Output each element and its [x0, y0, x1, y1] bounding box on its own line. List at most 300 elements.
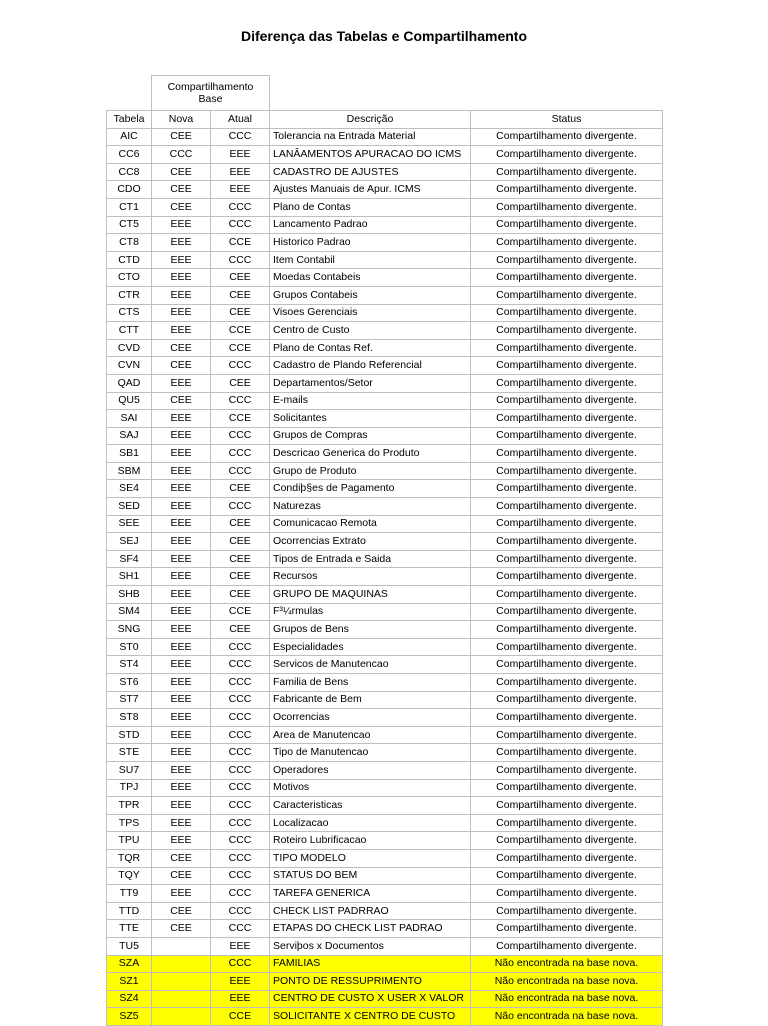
- cell-descricao: Grupos de Compras: [270, 427, 471, 445]
- cell-descricao: Fabricante de Bem: [270, 691, 471, 709]
- header-tabela: Tabela: [107, 111, 152, 129]
- cell-tabela: SAI: [107, 410, 152, 428]
- cell-atual: CCC: [211, 797, 270, 815]
- cell-atual: CCC: [211, 744, 270, 762]
- cell-descricao: CADASTRO DE AJUSTES: [270, 163, 471, 181]
- cell-status: Compartilhamento divergente.: [471, 533, 663, 551]
- header-atual: Atual: [211, 111, 270, 129]
- cell-tabela: SZ4: [107, 990, 152, 1008]
- table-row: [107, 832, 663, 850]
- table-row: [107, 973, 663, 991]
- table-row: [107, 533, 663, 551]
- cell-atual: CEE: [211, 533, 270, 551]
- header-row: [107, 111, 663, 129]
- table-row: [107, 304, 663, 322]
- cell-descricao: SOLICITANTE X CENTRO DE CUSTO: [270, 1008, 471, 1026]
- cell-nova: EEE: [152, 656, 211, 674]
- cell-tabela: SEJ: [107, 533, 152, 551]
- table-row: [107, 867, 663, 885]
- cell-atual: CEE: [211, 304, 270, 322]
- cell-nova: EEE: [152, 779, 211, 797]
- cell-nova: CCC: [152, 146, 211, 164]
- cell-descricao: Ajustes Manuais de Apur. ICMS: [270, 181, 471, 199]
- table-row: [107, 674, 663, 692]
- cell-tabela: CVN: [107, 357, 152, 375]
- table-row: [107, 586, 663, 604]
- cell-descricao: Historico Padrao: [270, 234, 471, 252]
- cell-atual: CCC: [211, 726, 270, 744]
- table-row: [107, 1008, 663, 1026]
- cell-status: Compartilhamento divergente.: [471, 304, 663, 322]
- cell-status: Compartilhamento divergente.: [471, 480, 663, 498]
- cell-status: Compartilhamento divergente.: [471, 234, 663, 252]
- cell-status: Compartilhamento divergente.: [471, 198, 663, 216]
- blank-cell: [107, 76, 152, 111]
- table-row: [107, 410, 663, 428]
- cell-nova: CEE: [152, 128, 211, 146]
- cell-nova: [152, 937, 211, 955]
- cell-descricao: Grupos de Bens: [270, 621, 471, 639]
- cell-atual: CCC: [211, 867, 270, 885]
- cell-atual: EEE: [211, 937, 270, 955]
- cell-descricao: STATUS DO BEM: [270, 867, 471, 885]
- cell-tabela: CTT: [107, 322, 152, 340]
- cell-descricao: Tolerancia na Entrada Material: [270, 128, 471, 146]
- table-row: [107, 937, 663, 955]
- cell-atual: CCC: [211, 427, 270, 445]
- cell-atual: EEE: [211, 163, 270, 181]
- cell-tabela: SF4: [107, 550, 152, 568]
- cell-atual: CEE: [211, 286, 270, 304]
- cell-status: Compartilhamento divergente.: [471, 550, 663, 568]
- cell-atual: CCC: [211, 832, 270, 850]
- cell-tabela: STD: [107, 726, 152, 744]
- table-row: [107, 322, 663, 340]
- cell-nova: CEE: [152, 339, 211, 357]
- cell-nova: CEE: [152, 849, 211, 867]
- cell-nova: [152, 955, 211, 973]
- cell-descricao: TIPO MODELO: [270, 849, 471, 867]
- cell-tabela: TU5: [107, 937, 152, 955]
- cell-status: Compartilhamento divergente.: [471, 216, 663, 234]
- cell-atual: CEE: [211, 550, 270, 568]
- cell-descricao: TAREFA GENERICA: [270, 885, 471, 903]
- cell-status: Compartilhamento divergente.: [471, 603, 663, 621]
- table-row: [107, 568, 663, 586]
- cell-tabela: SBM: [107, 462, 152, 480]
- cell-atual: CEE: [211, 480, 270, 498]
- cell-nova: CEE: [152, 867, 211, 885]
- cell-descricao: Especialidades: [270, 638, 471, 656]
- cell-nova: EEE: [152, 269, 211, 287]
- cell-atual: CCC: [211, 638, 270, 656]
- cell-tabela: CTR: [107, 286, 152, 304]
- cell-status: Compartilhamento divergente.: [471, 937, 663, 955]
- cell-descricao: Area de Manutencao: [270, 726, 471, 744]
- cell-descricao: F³¼rmulas: [270, 603, 471, 621]
- cell-descricao: Tipos de Entrada e Saida: [270, 550, 471, 568]
- cell-atual: CCE: [211, 339, 270, 357]
- table-row: [107, 779, 663, 797]
- cell-nova: EEE: [152, 304, 211, 322]
- cell-nova: EEE: [152, 480, 211, 498]
- table-row: [107, 902, 663, 920]
- cell-status: Compartilhamento divergente.: [471, 744, 663, 762]
- cell-nova: EEE: [152, 674, 211, 692]
- cell-tabela: SZ5: [107, 1008, 152, 1026]
- cell-nova: EEE: [152, 744, 211, 762]
- cell-atual: CCC: [211, 955, 270, 973]
- table-row: [107, 550, 663, 568]
- cell-tabela: QU5: [107, 392, 152, 410]
- cell-atual: CCC: [211, 357, 270, 375]
- cell-status: Compartilhamento divergente.: [471, 322, 663, 340]
- cell-tabela: CTD: [107, 251, 152, 269]
- cell-atual: CCC: [211, 885, 270, 903]
- cell-descricao: Moedas Contabeis: [270, 269, 471, 287]
- cell-atual: CEE: [211, 515, 270, 533]
- cell-tabela: CC6: [107, 146, 152, 164]
- cell-descricao: Plano de Contas Ref.: [270, 339, 471, 357]
- cell-nova: EEE: [152, 515, 211, 533]
- cell-tabela: CT1: [107, 198, 152, 216]
- cell-tabela: SH1: [107, 568, 152, 586]
- cell-status: Compartilhamento divergente.: [471, 374, 663, 392]
- cell-status: Compartilhamento divergente.: [471, 832, 663, 850]
- cell-status: Compartilhamento divergente.: [471, 498, 663, 516]
- cell-nova: EEE: [152, 445, 211, 463]
- cell-descricao: Serviþos x Documentos: [270, 937, 471, 955]
- cell-tabela: ST8: [107, 709, 152, 727]
- cell-status: Compartilhamento divergente.: [471, 146, 663, 164]
- header-descricao: Descrição: [270, 111, 471, 129]
- cell-status: Compartilhamento divergente.: [471, 181, 663, 199]
- cell-status: Compartilhamento divergente.: [471, 515, 663, 533]
- group-header-row: [107, 76, 663, 111]
- cell-nova: EEE: [152, 603, 211, 621]
- cell-descricao: Roteiro Lubrificacao: [270, 832, 471, 850]
- cell-descricao: Descricao Generica do Produto: [270, 445, 471, 463]
- table-row: [107, 691, 663, 709]
- cell-tabela: SED: [107, 498, 152, 516]
- cell-tabela: CT8: [107, 234, 152, 252]
- cell-nova: EEE: [152, 726, 211, 744]
- cell-tabela: SZA: [107, 955, 152, 973]
- cell-status: Compartilhamento divergente.: [471, 920, 663, 938]
- cell-descricao: ETAPAS DO CHECK LIST PADRAO: [270, 920, 471, 938]
- cell-status: Compartilhamento divergente.: [471, 885, 663, 903]
- cell-status: Compartilhamento divergente.: [471, 761, 663, 779]
- cell-status: Compartilhamento divergente.: [471, 849, 663, 867]
- cell-nova: [152, 1008, 211, 1026]
- cell-atual: CEE: [211, 269, 270, 287]
- cell-atual: CEE: [211, 568, 270, 586]
- table-row: [107, 920, 663, 938]
- cell-descricao: Servicos de Manutencao: [270, 656, 471, 674]
- cell-status: Compartilhamento divergente.: [471, 726, 663, 744]
- cell-descricao: PONTO DE RESSUPRIMENTO: [270, 973, 471, 991]
- cell-nova: CEE: [152, 392, 211, 410]
- cell-atual: CCE: [211, 322, 270, 340]
- cell-descricao: CHECK LIST PADRRAO: [270, 902, 471, 920]
- cell-nova: EEE: [152, 427, 211, 445]
- cell-status: Compartilhamento divergente.: [471, 814, 663, 832]
- cell-atual: CCE: [211, 603, 270, 621]
- cell-atual: CCC: [211, 674, 270, 692]
- cell-tabela: AIC: [107, 128, 152, 146]
- cell-atual: CCC: [211, 779, 270, 797]
- cell-status: Não encontrada na base nova.: [471, 955, 663, 973]
- cell-nova: EEE: [152, 322, 211, 340]
- cell-nova: EEE: [152, 568, 211, 586]
- table-row: [107, 427, 663, 445]
- cell-atual: CCC: [211, 462, 270, 480]
- cell-status: Compartilhamento divergente.: [471, 269, 663, 287]
- cell-atual: EEE: [211, 181, 270, 199]
- cell-status: Compartilhamento divergente.: [471, 656, 663, 674]
- cell-tabela: TPR: [107, 797, 152, 815]
- cell-nova: EEE: [152, 533, 211, 551]
- cell-descricao: CENTRO DE CUSTO X USER X VALOR: [270, 990, 471, 1008]
- cell-nova: EEE: [152, 251, 211, 269]
- cell-status: Compartilhamento divergente.: [471, 691, 663, 709]
- cell-tabela: ST4: [107, 656, 152, 674]
- cell-descricao: Operadores: [270, 761, 471, 779]
- cell-status: Compartilhamento divergente.: [471, 427, 663, 445]
- cell-atual: CCC: [211, 849, 270, 867]
- cell-descricao: Caracteristicas: [270, 797, 471, 815]
- cell-nova: EEE: [152, 498, 211, 516]
- group-header-compartilhamento-base: Compartilhamento Base: [152, 76, 270, 111]
- cell-tabela: TPU: [107, 832, 152, 850]
- table-row: [107, 286, 663, 304]
- cell-tabela: SAJ: [107, 427, 152, 445]
- cell-atual: CCC: [211, 128, 270, 146]
- cell-descricao: GRUPO DE MAQUINAS: [270, 586, 471, 604]
- cell-tabela: TT9: [107, 885, 152, 903]
- cell-atual: CCC: [211, 691, 270, 709]
- cell-tabela: SNG: [107, 621, 152, 639]
- table-row: [107, 656, 663, 674]
- cell-tabela: CTO: [107, 269, 152, 287]
- cell-status: Compartilhamento divergente.: [471, 779, 663, 797]
- cell-tabela: ST0: [107, 638, 152, 656]
- cell-tabela: TPJ: [107, 779, 152, 797]
- table-row: [107, 357, 663, 375]
- cell-tabela: SEE: [107, 515, 152, 533]
- cell-nova: EEE: [152, 586, 211, 604]
- cell-tabela: SM4: [107, 603, 152, 621]
- cell-descricao: Grupo de Produto: [270, 462, 471, 480]
- table-row: [107, 462, 663, 480]
- cell-nova: EEE: [152, 462, 211, 480]
- table-row: [107, 885, 663, 903]
- cell-tabela: SHB: [107, 586, 152, 604]
- cell-nova: EEE: [152, 286, 211, 304]
- header-status: Status: [471, 111, 663, 129]
- cell-status: Compartilhamento divergente.: [471, 462, 663, 480]
- cell-descricao: Plano de Contas: [270, 198, 471, 216]
- cell-descricao: Lancamento Padrao: [270, 216, 471, 234]
- table-row: [107, 744, 663, 762]
- table-row: [107, 726, 663, 744]
- table-row: [107, 709, 663, 727]
- cell-descricao: Solicitantes: [270, 410, 471, 428]
- cell-atual: CCE: [211, 234, 270, 252]
- page-title: Diferença das Tabelas e Compartilhamento: [240, 28, 528, 44]
- table-row: [107, 374, 663, 392]
- cell-descricao: Familia de Bens: [270, 674, 471, 692]
- cell-tabela: QAD: [107, 374, 152, 392]
- table-row: [107, 498, 663, 516]
- cell-atual: CCC: [211, 709, 270, 727]
- cell-status: Compartilhamento divergente.: [471, 339, 663, 357]
- cell-atual: EEE: [211, 990, 270, 1008]
- table-row: [107, 814, 663, 832]
- cell-nova: EEE: [152, 761, 211, 779]
- cell-descricao: Grupos Contabeis: [270, 286, 471, 304]
- cell-status: Não encontrada na base nova.: [471, 990, 663, 1008]
- cell-atual: CCC: [211, 498, 270, 516]
- cell-tabela: SB1: [107, 445, 152, 463]
- cell-nova: EEE: [152, 885, 211, 903]
- cell-nova: CEE: [152, 198, 211, 216]
- cell-nova: EEE: [152, 832, 211, 850]
- table-row: [107, 515, 663, 533]
- cell-status: Compartilhamento divergente.: [471, 251, 663, 269]
- cell-status: Compartilhamento divergente.: [471, 586, 663, 604]
- cell-status: Não encontrada na base nova.: [471, 973, 663, 991]
- table-row: [107, 181, 663, 199]
- sharing-table: [106, 75, 663, 1026]
- cell-descricao: Item Contabil: [270, 251, 471, 269]
- cell-tabela: ST7: [107, 691, 152, 709]
- cell-tabela: SE4: [107, 480, 152, 498]
- cell-nova: EEE: [152, 797, 211, 815]
- cell-atual: CCC: [211, 656, 270, 674]
- cell-tabela: CTS: [107, 304, 152, 322]
- cell-descricao: Comunicacao Remota: [270, 515, 471, 533]
- cell-atual: CCC: [211, 198, 270, 216]
- cell-atual: CCC: [211, 445, 270, 463]
- cell-status: Compartilhamento divergente.: [471, 902, 663, 920]
- cell-nova: EEE: [152, 216, 211, 234]
- cell-nova: EEE: [152, 814, 211, 832]
- cell-atual: CCC: [211, 814, 270, 832]
- table-row: [107, 198, 663, 216]
- cell-atual: EEE: [211, 146, 270, 164]
- table-row: [107, 269, 663, 287]
- cell-atual: CCE: [211, 1008, 270, 1026]
- table-row: [107, 339, 663, 357]
- cell-tabela: CVD: [107, 339, 152, 357]
- table-row: [107, 761, 663, 779]
- cell-descricao: Localizacao: [270, 814, 471, 832]
- cell-nova: EEE: [152, 638, 211, 656]
- table-row: [107, 480, 663, 498]
- cell-descricao: Departamentos/Setor: [270, 374, 471, 392]
- table-row: [107, 146, 663, 164]
- cell-status: Compartilhamento divergente.: [471, 286, 663, 304]
- cell-tabela: SZ1: [107, 973, 152, 991]
- table-row: [107, 638, 663, 656]
- cell-status: Compartilhamento divergente.: [471, 867, 663, 885]
- cell-status: Não encontrada na base nova.: [471, 1008, 663, 1026]
- cell-nova: EEE: [152, 550, 211, 568]
- cell-atual: CEE: [211, 621, 270, 639]
- cell-atual: CCC: [211, 392, 270, 410]
- cell-atual: CCC: [211, 920, 270, 938]
- cell-descricao: LANÂAMENTOS APURACAO DO ICMS: [270, 146, 471, 164]
- cell-status: Compartilhamento divergente.: [471, 797, 663, 815]
- cell-descricao: Cadastro de Plando Referencial: [270, 357, 471, 375]
- table-row: [107, 603, 663, 621]
- cell-atual: CEE: [211, 586, 270, 604]
- cell-status: Compartilhamento divergente.: [471, 638, 663, 656]
- cell-descricao: Centro de Custo: [270, 322, 471, 340]
- cell-descricao: Motivos: [270, 779, 471, 797]
- cell-status: Compartilhamento divergente.: [471, 621, 663, 639]
- cell-descricao: FAMILIAS: [270, 955, 471, 973]
- cell-nova: CEE: [152, 902, 211, 920]
- cell-descricao: Visoes Gerenciais: [270, 304, 471, 322]
- table-row: [107, 990, 663, 1008]
- cell-atual: CCC: [211, 216, 270, 234]
- header-nova: Nova: [152, 111, 211, 129]
- cell-tabela: CDO: [107, 181, 152, 199]
- cell-nova: CEE: [152, 920, 211, 938]
- cell-status: Compartilhamento divergente.: [471, 674, 663, 692]
- table-row: [107, 216, 663, 234]
- cell-nova: EEE: [152, 709, 211, 727]
- cell-status: Compartilhamento divergente.: [471, 163, 663, 181]
- table-row: [107, 797, 663, 815]
- table-row: [107, 251, 663, 269]
- cell-descricao: E-mails: [270, 392, 471, 410]
- cell-descricao: Ocorrencias Extrato: [270, 533, 471, 551]
- cell-atual: CCC: [211, 761, 270, 779]
- table-row: [107, 849, 663, 867]
- cell-status: Compartilhamento divergente.: [471, 410, 663, 428]
- cell-tabela: TPS: [107, 814, 152, 832]
- table-row: [107, 621, 663, 639]
- table-row: [107, 163, 663, 181]
- blank-cell: [270, 76, 663, 111]
- cell-tabela: TTD: [107, 902, 152, 920]
- cell-nova: EEE: [152, 621, 211, 639]
- cell-tabela: STE: [107, 744, 152, 762]
- table-row: [107, 955, 663, 973]
- cell-atual: EEE: [211, 973, 270, 991]
- cell-status: Compartilhamento divergente.: [471, 357, 663, 375]
- cell-status: Compartilhamento divergente.: [471, 709, 663, 727]
- cell-atual: CCC: [211, 902, 270, 920]
- cell-nova: CEE: [152, 163, 211, 181]
- cell-nova: CEE: [152, 357, 211, 375]
- cell-nova: [152, 973, 211, 991]
- cell-descricao: Recursos: [270, 568, 471, 586]
- cell-atual: CCC: [211, 251, 270, 269]
- cell-nova: EEE: [152, 374, 211, 392]
- table-row: [107, 392, 663, 410]
- cell-tabela: TTE: [107, 920, 152, 938]
- cell-nova: CEE: [152, 181, 211, 199]
- cell-tabela: TQR: [107, 849, 152, 867]
- cell-tabela: ST6: [107, 674, 152, 692]
- cell-tabela: CC8: [107, 163, 152, 181]
- cell-nova: EEE: [152, 410, 211, 428]
- table-row: [107, 234, 663, 252]
